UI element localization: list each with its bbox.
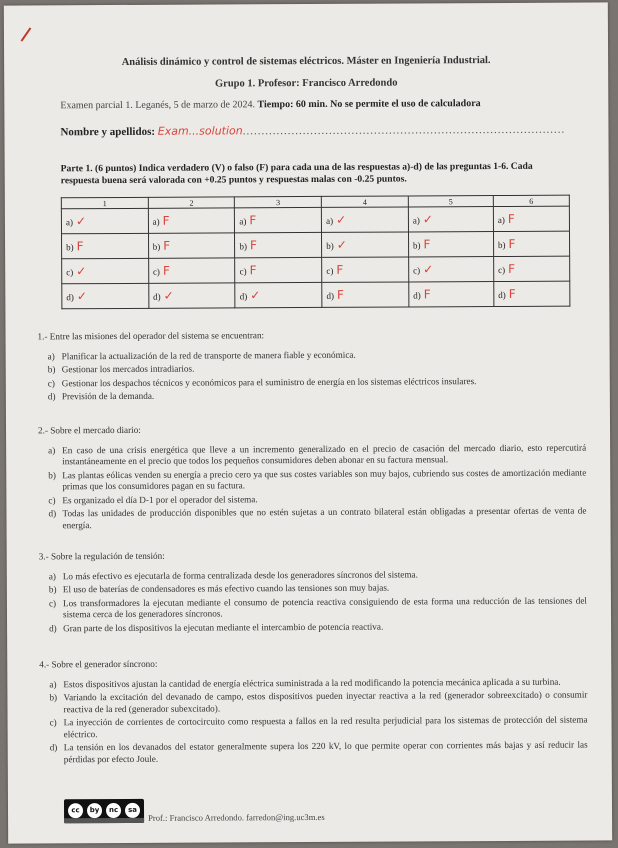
option-text: Planificar la actualización de la red de transporte de manera fiable y económica. <box>61 349 356 361</box>
row-label: a) <box>326 215 334 226</box>
answer-cell <box>62 233 149 258</box>
cc-license-icon <box>64 799 144 823</box>
option-letter: d) <box>47 391 56 402</box>
answer-cell <box>148 283 235 308</box>
option-text: Variando la excitación del devanado de campo, estos dispositivos pueden inyectar reactiva a la red (generador sobreexcitado) o consumir reactiva de la red (generador subexcitado). <box>63 689 588 714</box>
cc-icon: cc <box>67 802 84 819</box>
row-label: a) <box>497 214 505 226</box>
option-text: La tensión en los devanados del estator generalmente supera los 220 kV, lo que permite operar con corrientes más bajas y así reducir las pérdidas por efecto Joule. <box>63 739 588 764</box>
row-label: a) <box>239 216 247 227</box>
row-label: a) <box>152 216 160 227</box>
answer-cell <box>408 207 493 232</box>
answer-mark: ✓ <box>422 212 433 227</box>
exam-info <box>60 98 480 111</box>
row-label: c) <box>66 267 74 278</box>
question-title: 1.- Entre las misiones del operador del sistema se encuentran: <box>37 330 265 342</box>
footer-text: Prof.: Francisco Arredondo. farredon@ing.uc3m.es <box>148 811 325 823</box>
option-item <box>49 620 587 634</box>
answer-mark: F <box>507 211 515 226</box>
answer-mark: F <box>508 286 516 301</box>
answer-mark: ✓ <box>336 237 347 252</box>
by-icon: by <box>86 802 103 819</box>
answer-mark: ✓ <box>76 289 87 304</box>
answer-cell <box>235 282 322 307</box>
exam-info-text: Examen parcial 1. Leganés, 5 de marzo de 2024. <box>60 99 256 112</box>
answer-cell <box>322 232 409 257</box>
option-letter: c) <box>49 717 57 728</box>
answer-cell <box>235 207 322 232</box>
col-header: 6 <box>493 195 569 206</box>
sa-icon: sa <box>124 802 141 819</box>
answer-mark: ✓ <box>336 212 347 227</box>
option-text: Gran parte de los dispositivos la ejecutan mediante el intercambio de potencia reactiva. <box>63 621 384 633</box>
nc-icon: nc <box>105 802 122 819</box>
option-text: Es organizado el día D-1 por el operador del sistema. <box>62 493 258 505</box>
question-title: 4.- Sobre el generador síncrono: <box>39 658 158 670</box>
option-text: Estos dispositivos ajustan la cantidad de energía eléctrica suministrada a la red modificando la potencia mecánica aplicada a su turbina. <box>63 676 561 689</box>
answer-table <box>61 195 571 310</box>
col-header: 1 <box>61 197 148 208</box>
answer-cell <box>61 208 148 233</box>
answer-mark: F <box>249 213 257 228</box>
option-item <box>48 582 587 596</box>
option-letter: b) <box>47 364 56 375</box>
option-item <box>47 348 586 362</box>
answer-cell <box>62 283 149 308</box>
option-text: Gestionar los mercados intradiarios. <box>61 363 195 375</box>
option-text: Gestionar los despachos técnicos y económicos para el suministro de energía en los sistemas eléctricos insulares. <box>61 375 477 388</box>
answer-cell <box>493 206 569 231</box>
name-label: Nombre y apellidos: <box>60 125 156 139</box>
option-letter: a) <box>48 444 56 455</box>
answer-cell <box>148 233 235 258</box>
answer-mark: F <box>162 213 170 228</box>
option-text: La inyección de corrientes de cortocircuito como respuesta a fallos en la red resulta perjudicial para los sistemas de protección del sistema eléctrico. <box>63 714 588 739</box>
option-letter: b) <box>48 584 57 595</box>
option-letter: a) <box>48 570 56 581</box>
row-label: c) <box>413 265 421 276</box>
row-label: d) <box>239 291 248 302</box>
answer-cell <box>494 256 570 281</box>
option-item <box>49 714 588 741</box>
row-label: a) <box>65 217 73 228</box>
answer-mark: ✓ <box>250 288 261 303</box>
option-letter: a) <box>49 678 57 689</box>
option-text: Todas las unidades de producción disponibles que no estén sujetas a un contrato bilateral están obligadas a presentar ofertas de venta de energía. <box>62 505 587 530</box>
col-header: 3 <box>235 196 322 207</box>
option-letter: b) <box>49 692 58 703</box>
option-item <box>49 739 588 766</box>
option-text: Los transformadores la ejecutan mediante el consumo de potencia reactiva consiguiendo de esta forma una reducción de las tensiones del sistema cerca de los generadores síncronos. <box>62 595 587 620</box>
option-item <box>47 389 586 403</box>
option-letter: c) <box>48 597 57 608</box>
option-letter: d) <box>49 742 58 753</box>
answer-mark: ✓ <box>163 288 174 303</box>
option-item <box>48 492 586 506</box>
option-item <box>48 442 587 468</box>
option-letter: a) <box>47 350 55 361</box>
answer-row <box>62 256 570 284</box>
row-label: b) <box>412 240 421 251</box>
row-label: a) <box>412 215 420 226</box>
option-letter: d) <box>48 508 57 519</box>
name-handwritten: Exam...solution <box>157 124 243 138</box>
answer-cell <box>408 232 493 257</box>
answer-mark: F <box>508 261 516 276</box>
answer-cell <box>493 231 569 256</box>
option-item <box>48 568 587 582</box>
answer-cell <box>148 258 235 283</box>
question-title: 2.- Sobre el mercado diario: <box>38 424 141 436</box>
pencil-mark <box>21 27 32 41</box>
question-3 <box>39 549 587 637</box>
option-letter: b) <box>48 469 56 480</box>
option-text: El uso de baterías de condensadores es más efectivo cuando las tensiones son muy bajas. <box>62 582 390 595</box>
question-4 <box>39 657 588 768</box>
row-label: b) <box>66 242 74 253</box>
col-header: 2 <box>148 197 235 208</box>
answer-cell <box>322 207 409 232</box>
option-item <box>47 362 586 376</box>
answer-cell <box>235 257 322 282</box>
row-label: b) <box>497 239 506 251</box>
option-text: Previsión de la demanda. <box>61 390 155 402</box>
option-text: En caso de una crisis energética que lleve a un incremento generalizado en el precio de casación del mercado diario, esto repercutirá instantáneamente en el precio que todos los pequeños consumidores deben abonar en su factura mensual. <box>62 442 587 467</box>
row-label: b) <box>152 241 161 252</box>
answer-cell <box>322 257 409 282</box>
question-title: 3.- Sobre la regulación de tensión: <box>38 550 165 562</box>
option-item <box>49 689 588 716</box>
answer-mark: F <box>423 237 431 252</box>
answer-row <box>61 206 569 234</box>
row-label: c) <box>498 264 506 276</box>
option-letter: c) <box>47 377 55 388</box>
row-label: d) <box>413 290 421 301</box>
row-label: d) <box>153 291 161 302</box>
answer-mark: F <box>336 262 344 277</box>
name-field <box>60 123 565 139</box>
exam-sheet <box>4 2 612 843</box>
col-header: 4 <box>321 196 408 207</box>
option-letter: c) <box>48 494 56 505</box>
answer-mark: F <box>249 263 257 278</box>
row-label: c) <box>152 266 160 277</box>
answer-mark: F <box>336 287 344 302</box>
row-label: b) <box>239 241 248 252</box>
answer-mark: F <box>163 238 171 253</box>
row-label: d) <box>66 292 74 303</box>
answer-cell <box>235 232 322 257</box>
answer-cell <box>148 208 235 233</box>
exam-group: Grupo 1. Profesor: Francisco Arredondo <box>214 77 398 90</box>
option-item <box>48 595 587 621</box>
answer-cell <box>409 282 494 307</box>
row-label: c) <box>326 265 334 276</box>
cc-license-strip <box>64 818 144 823</box>
option-item <box>47 375 586 389</box>
answer-mark: ✓ <box>75 214 87 229</box>
row-label: c) <box>239 266 247 277</box>
question-1 <box>38 329 586 405</box>
row-label: d) <box>326 290 335 301</box>
col-header: 5 <box>408 196 493 207</box>
option-item <box>48 505 587 532</box>
answer-cell <box>409 257 494 282</box>
name-dots: ...................................................................................... <box>242 123 566 138</box>
parte-instructions: Parte 1. (6 puntos) Indica verdadero (V) o falso (F) para cada una de las respuestas a)-d) de las preguntas 1-6. Cada respuesta buena será valorada con +0.25 puntos y respuestas malas con -0.25 puntos. <box>60 160 533 187</box>
answer-row <box>62 231 570 259</box>
answer-cell <box>322 282 409 307</box>
option-text: Lo más efectivo es ejecutarla de forma centralizada desde los generadores síncronos del sistema. <box>62 568 418 581</box>
exam-info-bold: Tiempo: 60 min. No se permite el uso de calculadora <box>257 98 481 111</box>
option-item <box>49 676 587 690</box>
row-label: b) <box>326 240 334 251</box>
option-item <box>48 467 587 493</box>
option-text: Las plantas eólicas venden su energía a precio cero ya que sus costes variables son muy bajos, cubriendo sus costes de amortización mediante primas que los consumidores pagan en su factura. <box>62 467 587 492</box>
answer-mark: F <box>249 238 257 253</box>
answer-mark: F <box>162 263 170 278</box>
answer-mark: F <box>423 287 431 302</box>
exam-title: Análisis dinámico y control de sistemas eléctricos. Máster en Ingeniería Industrial. <box>121 55 491 68</box>
row-label: d) <box>498 289 506 301</box>
answer-mark: ✓ <box>423 262 434 277</box>
question-2 <box>38 423 587 534</box>
answer-cell <box>494 281 570 306</box>
answer-cell <box>62 258 149 283</box>
answer-mark: F <box>508 236 516 251</box>
answer-mark: ✓ <box>76 264 87 279</box>
answer-row <box>62 281 570 309</box>
answer-mark: F <box>76 239 84 254</box>
option-letter: d) <box>49 622 57 633</box>
